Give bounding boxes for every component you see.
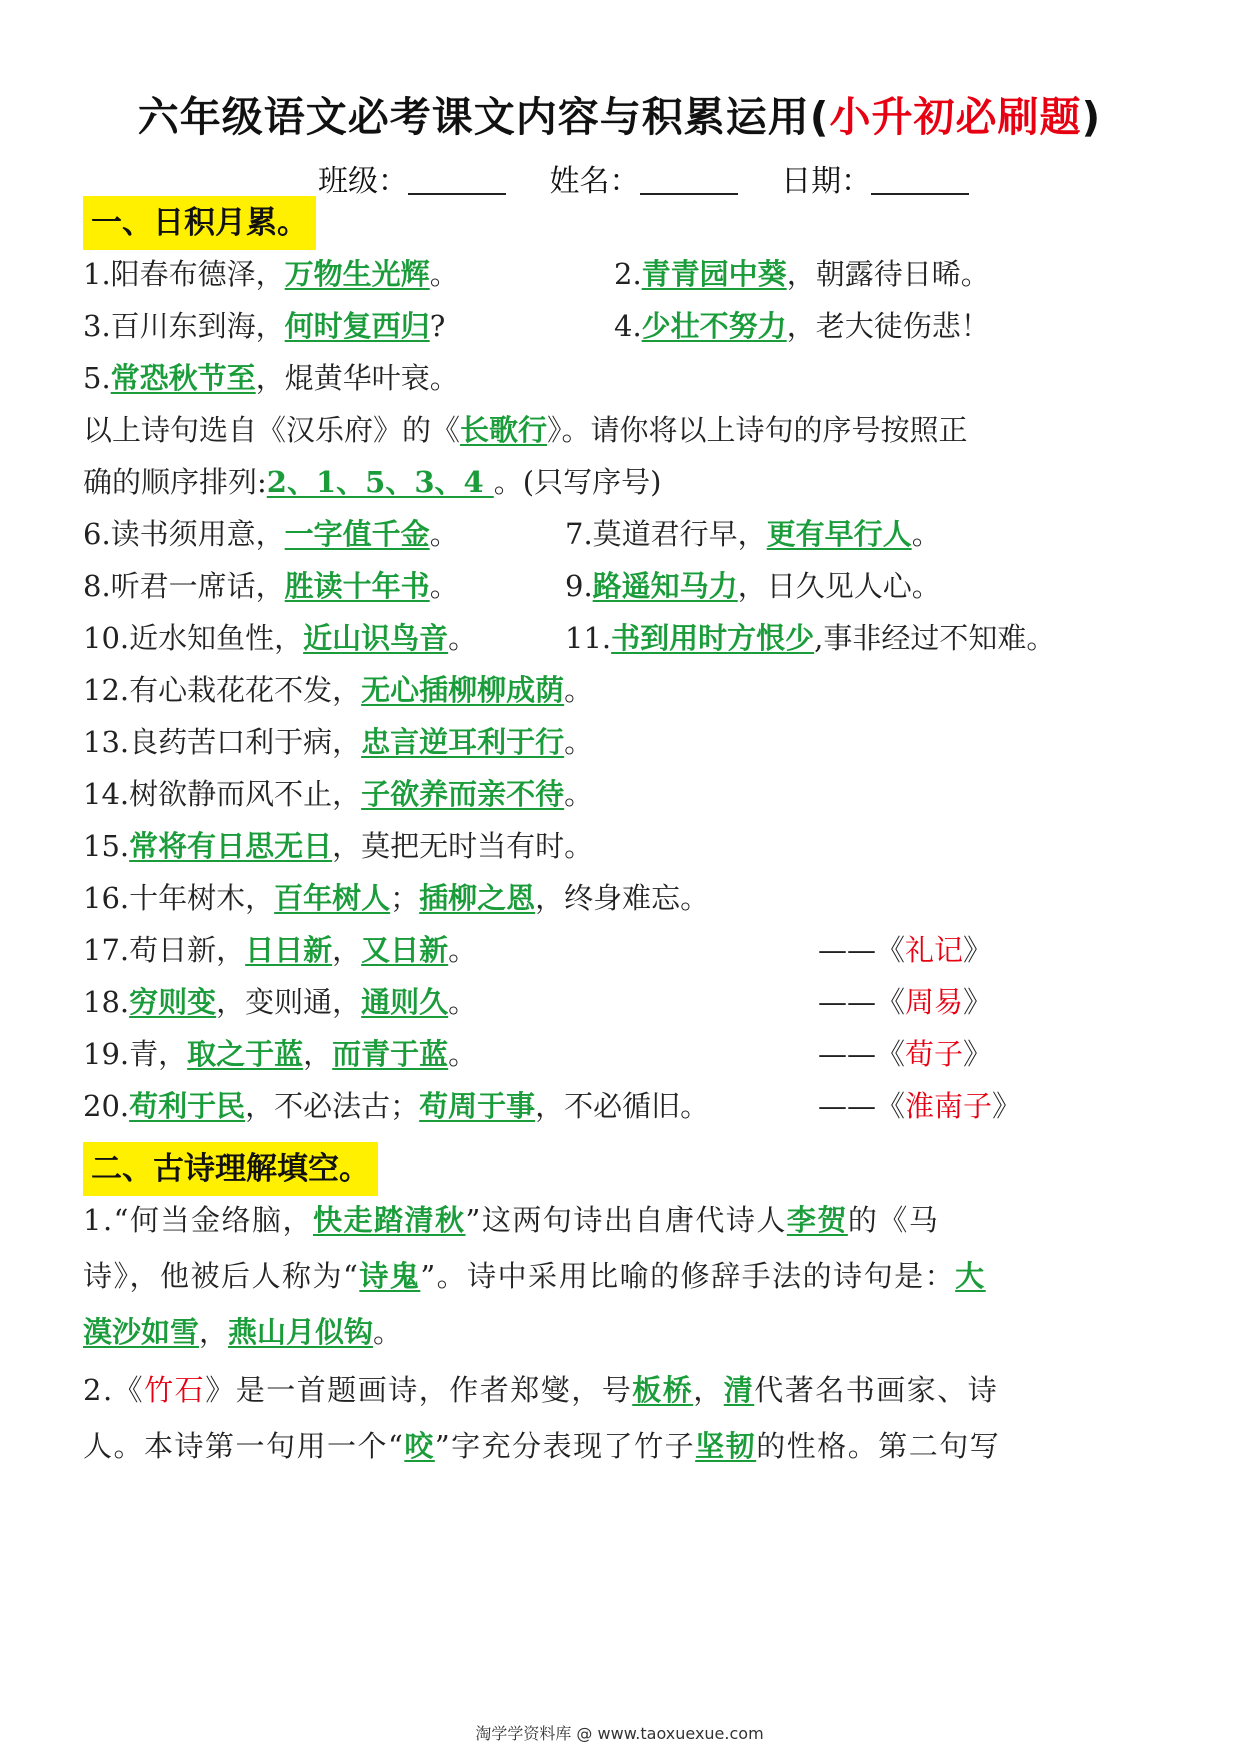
section-heading-2: 二、古诗理解填空。 — [83, 1142, 378, 1196]
line-5: 确的顺序排列:2、1、5、3、4 。(只写序号) — [83, 465, 662, 499]
line-8b: 11.书到用时方恨少,事非经过不知难。 — [565, 621, 1056, 655]
line-10: 13.良药苦口利于病，忠言逆耳利于行。 — [83, 725, 594, 759]
source-15: ——《周易》 — [818, 985, 993, 1019]
class-label: 班级： — [318, 164, 408, 199]
line-9: 12.有心栽花花不发，无心插柳柳成荫。 — [83, 673, 594, 707]
line-16: 19.青，取之于蓝，而青于蓝。 — [83, 1037, 478, 1071]
line-12: 15.常将有日思无日，莫把无时当有时。 — [83, 829, 594, 863]
source-17: ——《淮南子》 — [818, 1089, 1022, 1123]
class-blank[interactable] — [408, 163, 506, 195]
line-6a: 6.读书须用意，一字值千金。 — [83, 517, 459, 551]
source-14: ——《礼记》 — [818, 933, 993, 967]
line-8a: 10.近水知鱼性，近山识鸟音。 — [83, 621, 478, 655]
line-6b: 7.莫道君行早，更有早行人。 — [565, 517, 941, 551]
title-highlight: 小升初必刷题 — [829, 93, 1082, 141]
date-label: 日期： — [781, 164, 872, 199]
line-17: 20.苟利于民，不必法古；苟周于事，不必循旧。 — [83, 1089, 710, 1123]
line-13: 16.十年树木，百年树人；插柳之恩，终身难忘。 — [83, 881, 710, 915]
line-4: 以上诗句选自《汉乐府》的《长歌行》。请你将以上诗句的序号按照正 — [83, 413, 968, 447]
page-title: 六年级语文必考课文内容与积累运用(小升初必刷题) — [137, 93, 1102, 141]
line-3: 5.常恐秋节至，焜黄华叶衰。 — [83, 361, 459, 395]
line-7b: 9.路遥知马力，日久见人心。 — [565, 569, 941, 603]
question-1-line-1: 1.“何当金络脑，快走踏清秋”这两句诗出自唐代诗人李贺的《马 — [83, 1203, 940, 1237]
line-11: 14.树欲静而风不止，子欲养而亲不待。 — [83, 777, 594, 811]
line-7a: 8.听君一席话，胜读十年书。 — [83, 569, 459, 603]
line-1b: 2.青青园中葵，朝露待日晞。 — [614, 257, 990, 291]
question-1-line-2: 诗》，他被后人称为“诗鬼”。诗中采用比喻的修辞手法的诗句是：大 — [83, 1259, 986, 1293]
line-1a: 1.阳春布德泽，万物生光辉。 — [83, 257, 459, 291]
line-2a: 3.百川东到海，何时复西归? — [83, 309, 446, 343]
student-info — [318, 156, 1003, 200]
line-2b: 4.少壮不努力，老大徒伤悲！ — [614, 309, 990, 343]
name-label: 姓名： — [549, 164, 640, 199]
section-heading-1: 一、日积月累。 — [83, 196, 316, 250]
footer-watermark: 淘学学资料库 @ www.taoxuexue.com — [475, 1724, 764, 1743]
source-16: ——《荀子》 — [818, 1037, 993, 1071]
question-2-line-2: 人。本诗第一句用一个“咬”字充分表现了竹子坚韧的性格。第二句写 — [83, 1429, 1001, 1463]
name-blank[interactable] — [640, 163, 738, 195]
line-14: 17.苟日新，日日新，又日新。 — [83, 933, 478, 967]
question-2-line-1: 2.《竹石》是一首题画诗，作者郑燮，号板桥，清代著名书画家、诗 — [83, 1373, 999, 1407]
date-blank[interactable] — [871, 163, 969, 195]
line-15: 18.穷则变，变则通，通则久。 — [83, 985, 478, 1019]
question-1-line-3: 漠沙如雪，燕山月似钩。 — [83, 1315, 403, 1349]
